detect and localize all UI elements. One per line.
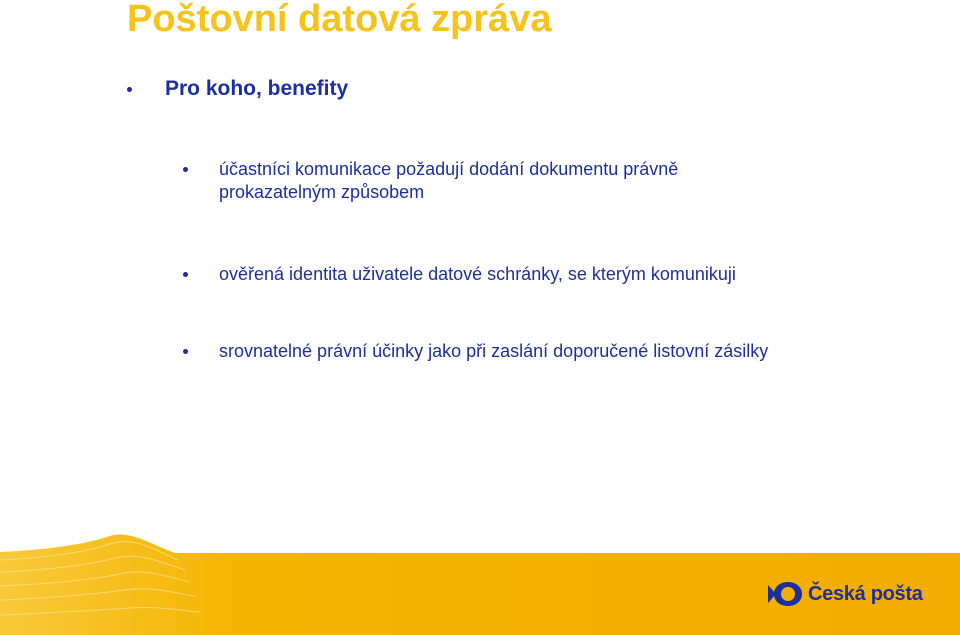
bullet-dot <box>183 167 188 172</box>
list-item-text: účastníci komunikace požadují dodání dokumentu právně <box>219 159 679 179</box>
list-item <box>219 158 678 204</box>
bullet-dot <box>127 87 132 92</box>
list-item <box>219 263 736 286</box>
list-item-text: ověřená identita uživatele datové schránky, se kterým komunikuji <box>219 264 736 284</box>
section-heading <box>165 76 348 102</box>
logo-text: Česká pošta <box>808 582 923 605</box>
slide-title: Poštovní datová zpráva <box>127 0 552 40</box>
list-item <box>219 340 768 363</box>
section-heading-text: Pro koho, benefity <box>165 77 349 100</box>
list-item-text-continued: prokazatelným způsobem <box>219 182 425 202</box>
bullet-dot <box>183 272 188 277</box>
bullet-dot <box>183 349 188 354</box>
list-item-text: srovnatelné právní účinky jako při zaslání doporučené listovní zásilky <box>219 341 769 361</box>
post-horn-icon <box>766 580 804 608</box>
ceska-posta-logo <box>766 580 923 608</box>
footer-wave-band <box>0 520 960 635</box>
